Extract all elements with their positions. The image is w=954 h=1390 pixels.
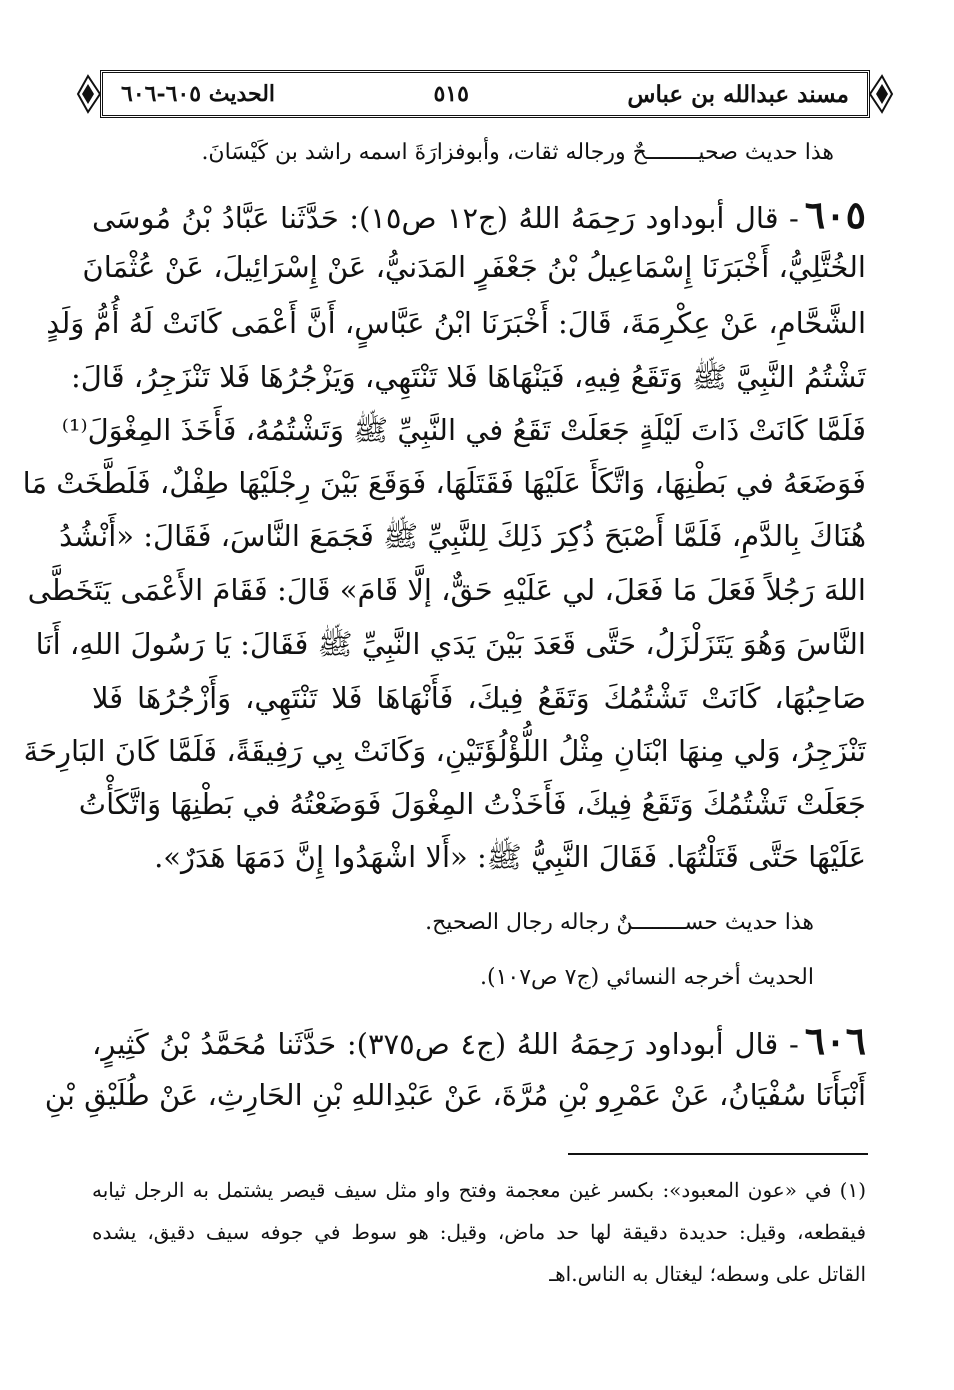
hadith-605-line-9: النَّاسَ وَهُوَ يَتَزَلْزَلُ، حَتَّى قَعَدَ بَيْنَ يَدَي النَّبِيِّ ﷺ فَقَالَ: يَا رَسُولَ اللهِ، أَنَا [35, 627, 866, 661]
hadith-605-line-1 [92, 192, 866, 237]
header-ornament-left-icon [76, 70, 102, 118]
hadith-605-line-6: فَوَضَعَهُ في بَطْنِهَا، وَاتَّكَأَ عَلَيْهَا فَقَتَلَهَا، فَوَقَعَ بَيْنَ رِجْلَيْهَا طِفْلٌ، فَلَطَّخَتْ مَا [22, 466, 866, 500]
hadith-606-number: ٦٠٦ [804, 1018, 867, 1063]
hadith-606-text-1: - قال أبوداود رَحِمَهُ اللهُ (ج٤ ص٣٧٥): حَدَّثَنا مُحَمَّدُ بْنُ كَثِيرٍ، [92, 1027, 799, 1061]
hadith-605-line-10: صَاحِبُهَا، كَانَتْ تَشْتُمُكَ وَتَقَعُ فِيكَ، فَأَنْهَاهَا فَلا تَنْتَهِي، وَأَزْجُرُهَا فَلا [92, 681, 866, 715]
hadith-606-line-1 [92, 1018, 866, 1063]
hadith-605-line-12: جَعَلَتْ تَشْتُمُكَ وَتَقَعُ فِيكَ، فَأَخَذْتُ المِغْوَلَ فَوَضَعْتُهُ في بَطْنِهَا وَاتَّكَأْتُ [78, 787, 866, 821]
hadith-605-number: ٦٠٥ [804, 192, 867, 237]
page-header [100, 70, 870, 118]
hadith-605-line-7: هُنَاكَ بِالدَّمِ، فَلَمَّا أَصْبَحَ ذُكِرَ ذَلِكَ لِلنَّبِيِّ ﷺ فَجَمَعَ النَّاسَ، فَقَالَ: «أَنْشُدُ [59, 519, 866, 553]
footnote-line-3: القاتل على وسطه؛ ليغتال به الناس.اهـ [549, 1262, 866, 1286]
hadith-605-grade: هذا حديث حســــــــنٌ رجاله رجال الصحيح. [425, 910, 814, 935]
hadith-605-line-11: تَنْزَجِرُ، وَلي مِنهَا ابْنَانِ مِثْلُ اللُّؤْلُؤَتَيْنِ، وَكَانَتْ بِي رَفِيقَةً، فَلَمَّا كَانَ البَارِحَةَ [23, 734, 866, 768]
footnote-line-1: (١) في «عون المعبود»: بكسر غين معجمة وفتح واو مثل سيف قيصر يشتمل به الرجل ثيابه [92, 1178, 866, 1202]
hadith-605-text-1: - قال أبوداود رَحِمَهُ اللهُ (ج١٢ ص١٥): حَدَّثَنا عَبَّادُ بْنُ مُوسَى [92, 201, 799, 235]
hadith-606-line-2: أَنْبَأَنَا سُفْيَانُ، عَنْ عَمْرِو بْنِ مُرَّةَ، عَنْ عَبْدِاللهِ بْنِ الحَارِثِ، عَنْ طُلَيْقِ بْنِ [44, 1078, 866, 1112]
footnote-line-2: فيقطعه، وقيل: حديدة دقيقة لها حد ماض، وقيل: هو سوط في جوفه سيف دقيق، يشده [92, 1220, 866, 1244]
hadith-605-line-5: فَلَمَّا كَانَتْ ذَاتَ لَيْلَةٍ جَعَلَتْ تَقَعُ في النَّبِيِّ ﷺ وَتَشْتُمُهُ، فَأَخَذَ المِغْوَلَ⁽¹⁾ [61, 413, 866, 447]
hadith-605-line-13: عَلَيْهَا حَتَّى قَتَلْتُهَا. فَقَالَ النَّبِيُّ ﷺ: «أَلا اشْهَدُوا إِنَّ دَمَهَا هَدَرٌ». [154, 840, 866, 874]
hadith-605-line-4: تَشْتُمُ النَّبِيَّ ﷺ وَتَقَعُ فِيهِ، فَيَنْهَاهَا فَلا تَنْتَهِي، وَيَزْجُرُهَا فَلا تَنْزَجِرُ، قَالَ: [71, 360, 866, 394]
hadith-605-line-3: الشَّحَّامِ، عَنْ عِكْرِمَةَ، قَالَ: أَخْبَرَنَا ابْنُ عَبَّاسٍ، أَنَّ أَعْمَى كَانَتْ لَهُ أُمُّ وَلَدٍ [46, 306, 866, 340]
page-number: ٥١٥ [433, 81, 469, 107]
hadith-605-takhrij: الحديث أخرجه النسائي (ج٧ ص١٠٧). [480, 965, 814, 990]
footnote-divider [568, 1153, 868, 1155]
book-title: مسند عبدالله بن عباس [627, 80, 849, 108]
hadith-range: الحديث ٦٠٥-٦٠٦ [121, 81, 276, 107]
hadith-605-line-2: الخُتَّلِيُّ، أَخْبَرَنَا إِسْمَاعِيلُ بْنُ جَعْفَرٍ المَدَنيُّ، عَنْ إِسْرَائِيلَ، عَنْ عُثْمَانَ [82, 250, 866, 284]
header-ornament-right-icon [868, 70, 894, 118]
intro-grade-line: هذا حديث صحيــــــــحٌ ورجاله ثقات، وأبوفزارَةَ اسمه راشد بن كَيْسَانَ. [201, 140, 834, 165]
hadith-605-line-8: اللهَ رَجُلاً فَعَلَ مَا فَعَلَ، لي عَلَيْهِ حَقٌّ، إلَّا قَامَ» قَالَ: فَقَامَ الأَعْمَى يَتَخَطَّى [27, 573, 866, 607]
